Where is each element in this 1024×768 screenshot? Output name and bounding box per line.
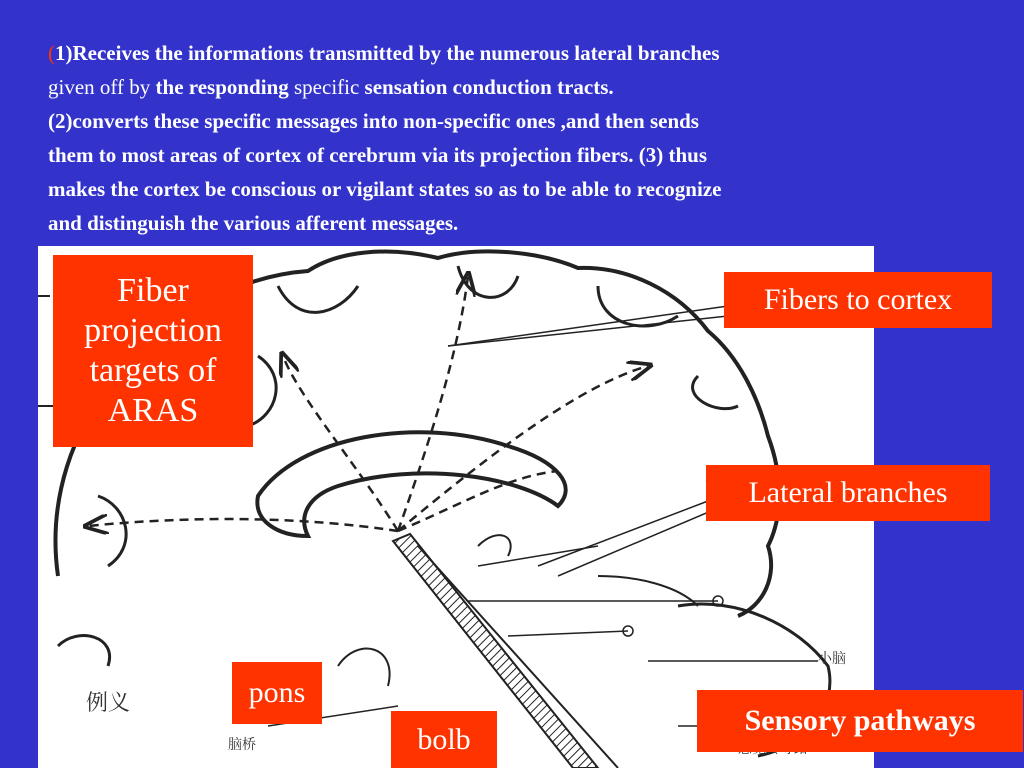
given-off-text: given off by — [48, 75, 156, 99]
cerebellum-cn-label: 小脑 — [818, 651, 846, 667]
point-3-line-1: makes the cortex be conscious or vigilant states so as to be able to recognize — [48, 177, 722, 201]
description-text — [48, 36, 1008, 240]
tracts-text: sensation conduction tracts. — [364, 75, 614, 99]
open-paren: ( — [48, 41, 55, 65]
specific-text: specific — [288, 75, 365, 99]
label-lateral-branches: Lateral branches — [706, 465, 990, 521]
label-sensory-pathways: Sensory pathways — [697, 690, 1023, 752]
point-2-line-1: (2)converts these specific messages into non-specific ones ,and then sends — [48, 109, 699, 133]
pons-cn-label: 脑桥 — [228, 737, 256, 753]
label-pons: pons — [232, 662, 322, 724]
label-bolb: bolb — [391, 711, 497, 768]
point-2-line-2: them to most areas of cortex of cerebrum via its projection fibers. (3) thus — [48, 143, 708, 167]
point-3-line-2: and distinguish the various afferent messages. — [48, 211, 459, 235]
point-1-text: 1)Receives the informations transmitted by the numerous lateral branches — [55, 41, 720, 65]
label-fibers-to-cortex: Fibers to cortex — [724, 272, 992, 328]
handwritten-note: 例义 — [86, 691, 131, 716]
label-fiber-projection: Fiber projection targets of ARAS — [53, 255, 253, 447]
line-1 — [48, 36, 1008, 70]
responding-text: the responding — [155, 75, 289, 99]
line-2 — [48, 70, 1008, 104]
